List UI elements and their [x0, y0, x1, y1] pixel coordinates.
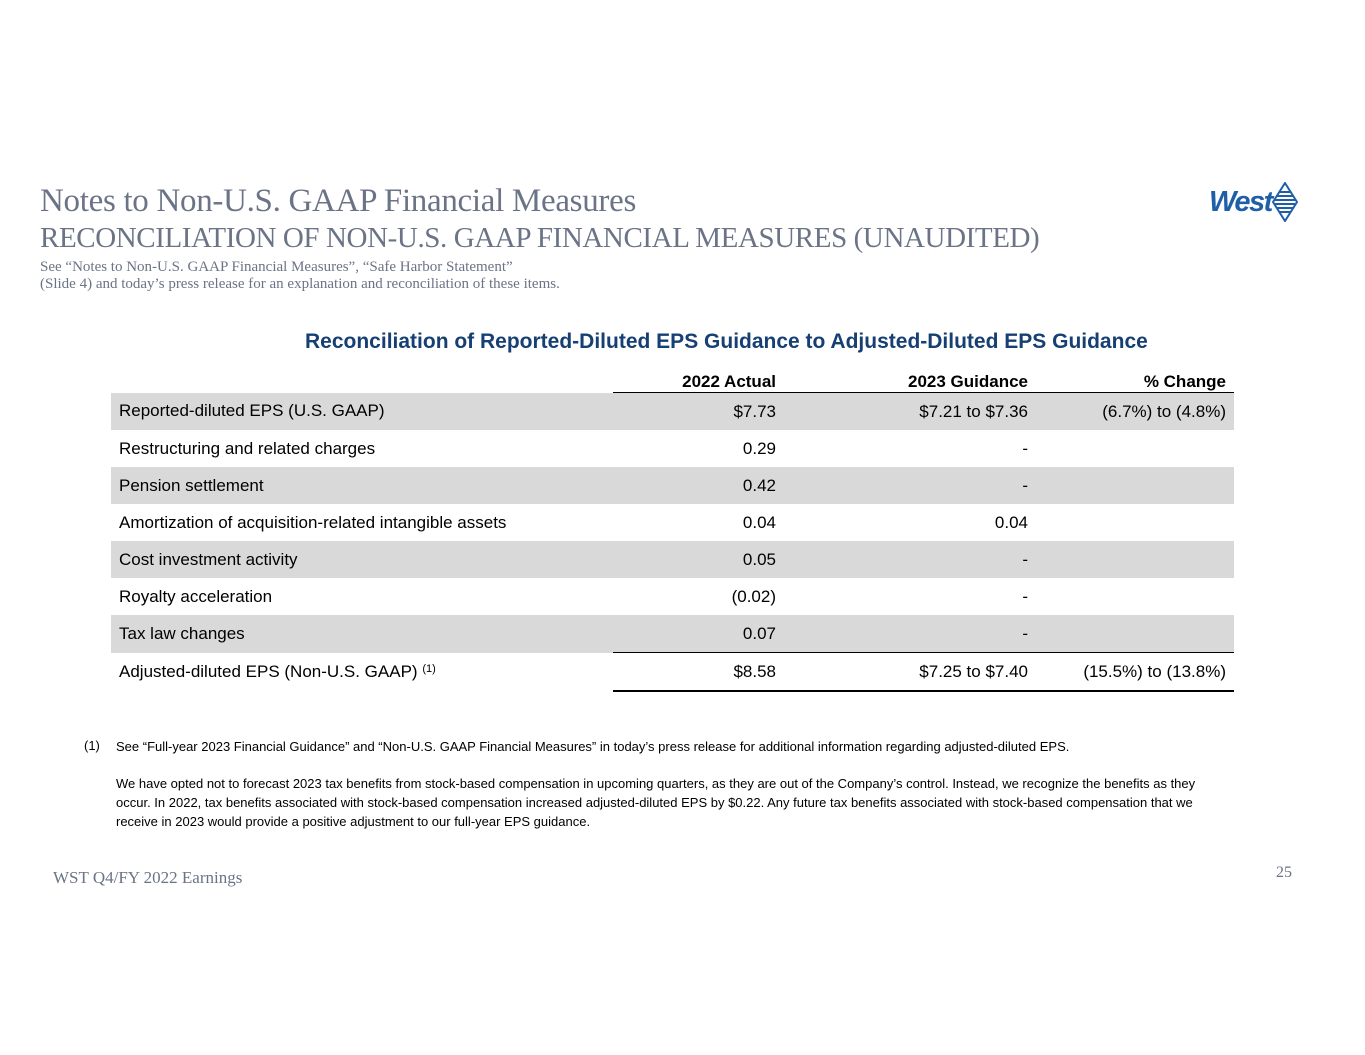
- table-row: [111, 615, 1234, 653]
- row-change: [1036, 504, 1234, 541]
- row-actual: 0.05: [613, 541, 784, 578]
- row-guidance: -: [784, 615, 1036, 653]
- table-row: [111, 578, 1234, 615]
- table-row: [111, 541, 1234, 578]
- row-label: Reported-diluted EPS (U.S. GAAP): [111, 393, 613, 431]
- row-guidance: -: [784, 541, 1036, 578]
- caption-line-2: (Slide 4) and today’s press release for an explanation and reconciliation of these items.: [40, 276, 560, 292]
- table-total-row: [111, 653, 1234, 692]
- row-guidance: 0.04: [994, 512, 1028, 532]
- logo-text: West: [1209, 185, 1272, 218]
- table-row: [111, 430, 1234, 467]
- west-logo: [1209, 182, 1298, 222]
- row-actual: 0.07: [613, 615, 784, 653]
- header-blank: [111, 368, 613, 393]
- row-change: [1036, 615, 1234, 653]
- row-guidance: -: [1022, 586, 1028, 606]
- row-change: [1036, 578, 1234, 615]
- row-guidance: $7.21 to $7.36: [784, 393, 1036, 431]
- row-guidance: -: [1022, 438, 1028, 458]
- table-header-row: [111, 368, 1234, 393]
- total-label-cell: [111, 653, 613, 692]
- row-label: Amortization of acquisition-related intangible assets: [119, 512, 507, 532]
- row-label: Restructuring and related charges: [119, 438, 376, 458]
- header-2023-guidance: 2023 Guidance: [784, 368, 1036, 393]
- footnote-note: We have opted not to forecast 2023 tax benefits from stock-based compensation in upcoming quarters, as they are out of the Company’s control. Instead, we recognize the benefits as they occur. In 2022, tax benefits associated with stock-based compensation increased adjusted-diluted EPS by $0.22. Any future tax benefits associated with stock-based compensation that we receive in 2023 would provide a positive adjustment to our full-year EPS guidance.: [116, 776, 1196, 829]
- header-2022-actual: 2022 Actual: [613, 368, 784, 393]
- table-row: [111, 467, 1234, 504]
- reconciliation-table: [111, 368, 1234, 692]
- footer-label: WST Q4/FY 2022 Earnings: [53, 868, 243, 887]
- total-label: Adjusted-diluted EPS (Non-U.S. GAAP): [119, 661, 418, 681]
- row-change: [1036, 541, 1234, 578]
- row-actual: (0.02): [731, 586, 776, 606]
- row-label: Cost investment activity: [111, 541, 613, 578]
- table-row: [111, 504, 1234, 541]
- total-guidance: $7.25 to $7.40: [784, 653, 1036, 692]
- total-actual: $8.58: [613, 653, 784, 692]
- total-change: (15.5%) to (13.8%): [1036, 653, 1234, 692]
- footnote-mark: (1): [84, 738, 100, 753]
- row-actual: 0.42: [613, 467, 784, 504]
- caption-line-1: See “Notes to Non-U.S. GAAP Financial Measures”, “Safe Harbor Statement”: [40, 259, 513, 275]
- table-title: Reconciliation of Reported-Diluted EPS Guidance to Adjusted-Diluted EPS Guidance: [305, 330, 1148, 353]
- west-diamond-logo-icon: [1272, 182, 1298, 222]
- page-title: Notes to Non-U.S. GAAP Financial Measures: [40, 183, 636, 219]
- row-actual: 0.29: [742, 438, 776, 458]
- row-change: (6.7%) to (4.8%): [1036, 393, 1234, 431]
- page-subtitle: RECONCILIATION OF NON-U.S. GAAP FINANCIAL MEASURES (UNAUDITED): [40, 222, 1040, 254]
- row-actual: 0.04: [742, 512, 776, 532]
- footnote-ref: (1): [422, 662, 436, 675]
- row-label: Royalty acceleration: [119, 586, 273, 606]
- row-change: [1036, 430, 1234, 467]
- header-percent-change: % Change: [1036, 368, 1234, 393]
- row-label: Pension settlement: [111, 467, 613, 504]
- footnote-text: See “Full-year 2023 Financial Guidance” and “Non-U.S. GAAP Financial Measures” in today’s press release for additional information regarding adjusted-diluted EPS.: [116, 739, 1070, 754]
- page-number: 25: [1276, 864, 1292, 881]
- row-guidance: -: [784, 467, 1036, 504]
- table-row: [111, 393, 1234, 431]
- row-actual: $7.73: [613, 393, 784, 431]
- row-change: [1036, 467, 1234, 504]
- row-label: Tax law changes: [111, 615, 613, 653]
